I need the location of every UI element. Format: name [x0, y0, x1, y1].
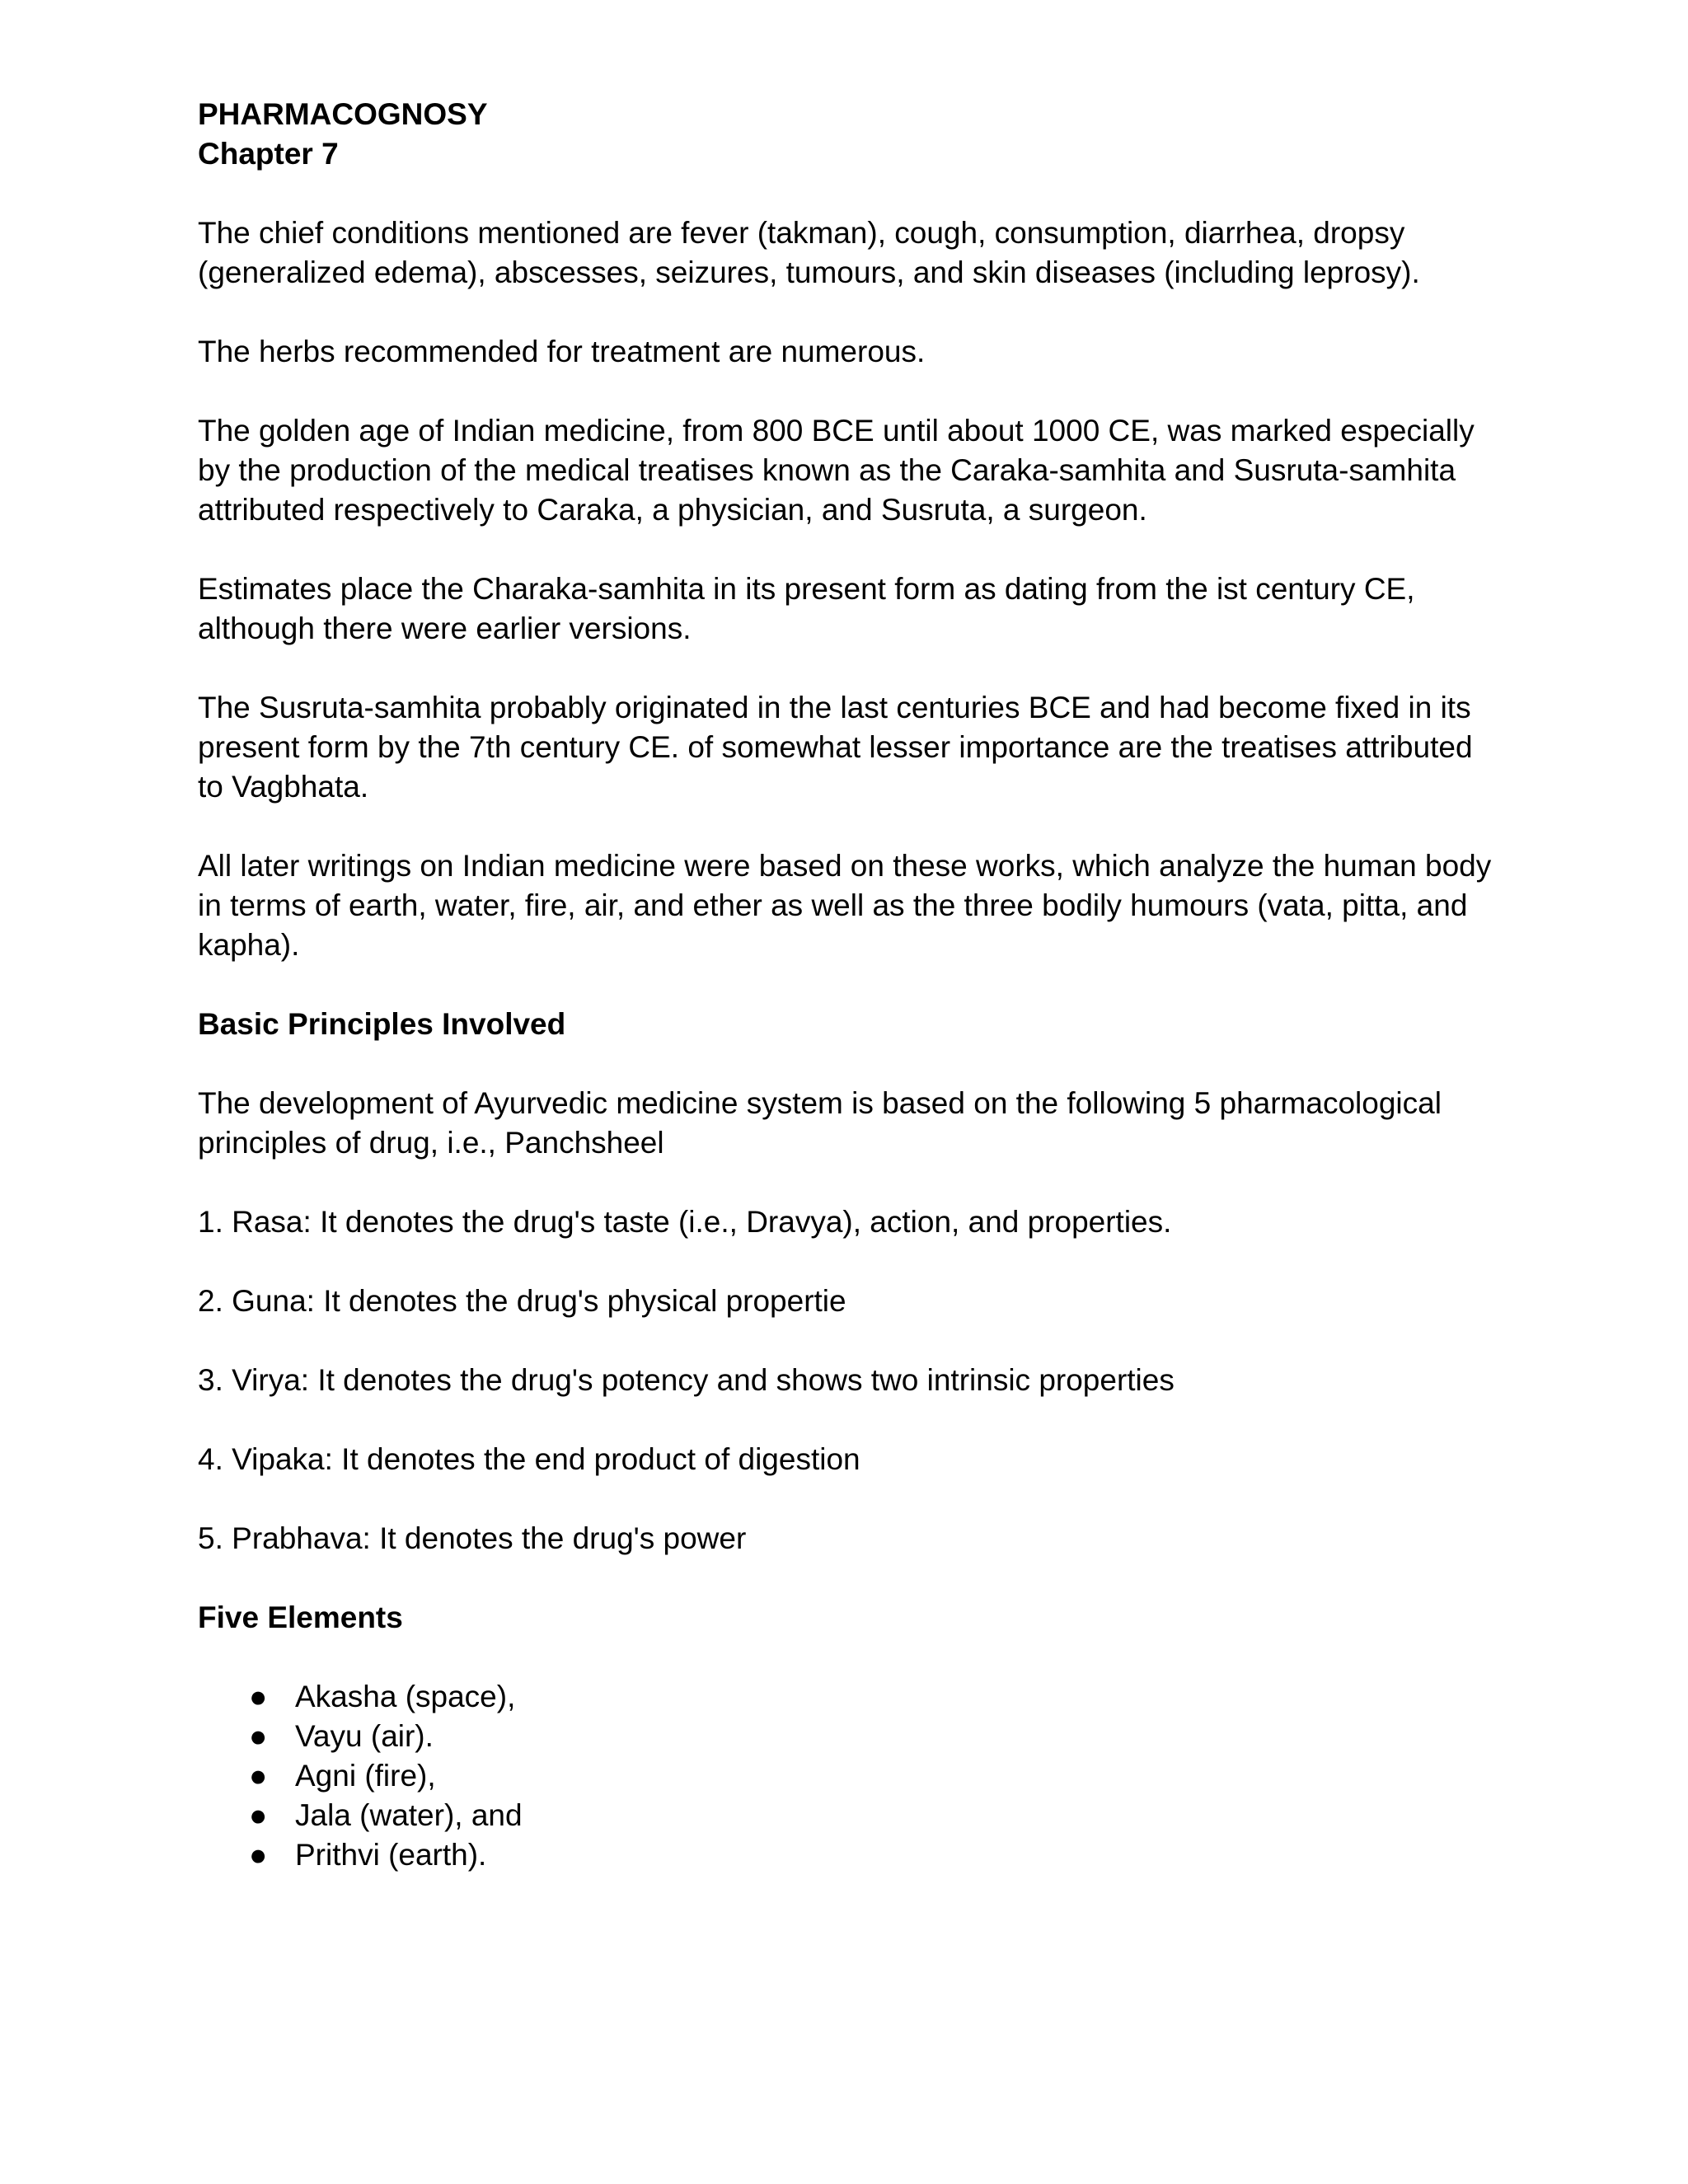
list-item-text: Agni (fire), — [295, 1759, 436, 1793]
list-item-jala — [198, 1796, 1492, 1835]
list-item-text: Prithvi (earth). — [295, 1838, 487, 1872]
bullet-icon: ● — [249, 1680, 268, 1713]
list-item-text: Jala (water), and — [295, 1798, 523, 1832]
paragraph-susruta: The Susruta-samhita probably originated in the last centuries BCE and had become fixed in its present form by the 7th century CE. of somewhat lesser importance are the treatises attributed to Vagbhata. — [198, 691, 1473, 804]
list-item-vayu — [198, 1717, 1492, 1756]
paragraph-chief-conditions: The chief conditions mentioned are fever (takman), cough, consumption, diarrhea, dropsy (generalized edema), abscesses, seizures, tumours, and skin diseases (including leprosy). — [198, 216, 1420, 289]
bullet-icon: ● — [249, 1759, 268, 1793]
principle-item-guna: 2. Guna: It denotes the drug's physical propertie — [198, 1284, 846, 1318]
five-elements-list — [198, 1677, 1492, 1875]
section-heading-five-elements: Five Elements — [198, 1601, 403, 1634]
paragraph-panchsheel-intro: The development of Ayurvedic medicine system is based on the following 5 pharmacological principles of drug, i.e., Panchsheel — [198, 1086, 1442, 1160]
document-title: PHARMACOGNOSY — [198, 97, 488, 131]
chapter-heading: Chapter 7 — [198, 137, 339, 171]
principle-item-prabhava: 5. Prabhava: It denotes the drug's power — [198, 1521, 747, 1555]
bullet-icon: ● — [249, 1838, 268, 1872]
paragraph-later-writings: All later writings on Indian medicine were based on these works, which analyze the human body in terms of earth, water, fire, air, and ether as well as the three bodily humours (vata, pitta, and kapha). — [198, 849, 1492, 962]
section-heading-basic-principles: Basic Principles Involved — [198, 1007, 566, 1041]
paragraph-golden-age: The golden age of Indian medicine, from 800 BCE until about 1000 CE, was marked especially by the production of the medical treatises known as the Caraka-samhita and Susruta-samhita attributed respectively to Caraka, a physician, and Susruta, a surgeon. — [198, 414, 1475, 527]
bullet-icon: ● — [249, 1798, 268, 1832]
list-item-text: Vayu (air). — [295, 1719, 434, 1753]
page-content — [198, 95, 1492, 1875]
bullet-icon: ● — [249, 1719, 268, 1753]
paragraph-herbs: The herbs recommended for treatment are numerous. — [198, 335, 926, 368]
principle-item-rasa: 1. Rasa: It denotes the drug's taste (i.e., Dravya), action, and properties. — [198, 1205, 1172, 1239]
list-item-prithvi — [198, 1835, 1492, 1875]
list-item-akasha — [198, 1677, 1492, 1717]
list-item-agni — [198, 1756, 1492, 1796]
principle-item-virya: 3. Virya: It denotes the drug's potency and shows two intrinsic properties — [198, 1363, 1175, 1397]
paragraph-charaka-estimates: Estimates place the Charaka-samhita in its present form as dating from the ist century CE, although there were earlier versions. — [198, 572, 1415, 645]
principle-item-vipaka: 4. Vipaka: It denotes the end product of digestion — [198, 1442, 860, 1476]
list-item-text: Akasha (space), — [295, 1680, 516, 1713]
